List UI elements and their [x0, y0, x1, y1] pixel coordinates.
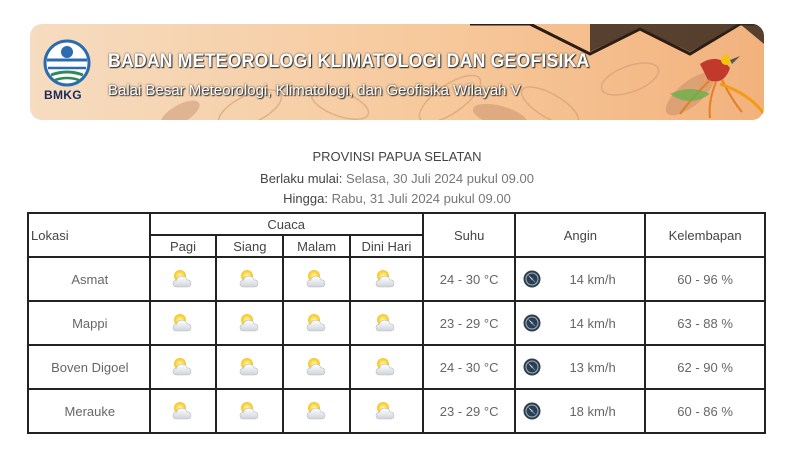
wind-speed: 18 km/h — [569, 403, 616, 419]
valid-from-value: Selasa, 30 Juli 2024 pukul 09.00 — [346, 171, 534, 186]
temperature-cell: 24 - 30 °C — [423, 257, 516, 301]
weather-cell-evening — [283, 389, 350, 433]
weather-cell-afternoon — [216, 345, 283, 389]
col-header-weather: Cuaca — [150, 213, 423, 235]
col-header-wind: Angin — [515, 213, 645, 257]
partly-cloudy-icon — [374, 311, 398, 335]
wind-speed: 13 km/h — [569, 359, 616, 375]
wind-direction-icon — [523, 402, 541, 420]
wind-direction-icon — [523, 270, 541, 288]
wind-cell — [515, 345, 645, 389]
weather-cell-night — [350, 301, 423, 345]
province-label: PROVINSI PAPUA SELATAN — [312, 149, 482, 164]
partly-cloudy-icon — [171, 311, 195, 335]
weather-cell-evening — [283, 257, 350, 301]
col-header-morning: Pagi — [150, 235, 217, 257]
weather-cell-morning — [150, 345, 217, 389]
table-row — [28, 389, 765, 433]
weather-cell-morning — [150, 257, 217, 301]
wind-direction-icon — [523, 314, 541, 332]
col-header-location: Lokasi — [28, 213, 150, 257]
location-cell: Mappi — [28, 301, 150, 345]
valid-until-value: Rabu, 31 Juli 2024 pukul 09.00 — [331, 191, 511, 206]
col-header-night: Dini Hari — [350, 235, 423, 257]
weather-cell-morning — [150, 389, 217, 433]
weather-cell-evening — [283, 301, 350, 345]
table-row — [28, 301, 765, 345]
col-header-evening: Malam — [283, 235, 350, 257]
partly-cloudy-icon — [171, 267, 195, 291]
weather-cell-evening — [283, 345, 350, 389]
valid-from — [0, 171, 794, 186]
partly-cloudy-icon — [238, 311, 262, 335]
temperature-cell: 23 - 29 °C — [423, 301, 516, 345]
partly-cloudy-icon — [305, 267, 329, 291]
partly-cloudy-icon — [374, 267, 398, 291]
valid-until-label: Hingga: — [283, 191, 328, 206]
table-row — [28, 345, 765, 389]
partly-cloudy-icon — [238, 267, 262, 291]
partly-cloudy-icon — [305, 399, 329, 423]
humidity-cell: 60 - 86 % — [645, 389, 765, 433]
header-banner — [30, 24, 764, 120]
weather-cell-morning — [150, 301, 217, 345]
wind-cell — [515, 257, 645, 301]
wind-direction-icon — [523, 358, 541, 376]
partly-cloudy-icon — [374, 355, 398, 379]
weather-cell-afternoon — [216, 257, 283, 301]
table-row — [28, 257, 765, 301]
wind-speed: 14 km/h — [569, 315, 616, 331]
weather-cell-afternoon — [216, 301, 283, 345]
province-title — [0, 149, 794, 164]
location-cell: Merauke — [28, 389, 150, 433]
col-header-afternoon: Siang — [216, 235, 283, 257]
weather-cell-afternoon — [216, 389, 283, 433]
wind-speed: 14 km/h — [569, 271, 616, 287]
page-title: BADAN METEOROLOGI KLIMATOLOGI DAN GEOFISIKA — [108, 51, 590, 72]
weather-cell-night — [350, 345, 423, 389]
partly-cloudy-icon — [171, 399, 195, 423]
partly-cloudy-icon — [305, 355, 329, 379]
logo-text: BMKG — [44, 88, 82, 102]
partly-cloudy-icon — [305, 311, 329, 335]
wind-cell — [515, 389, 645, 433]
partly-cloudy-icon — [374, 399, 398, 423]
valid-until — [0, 191, 794, 206]
weather-cell-night — [350, 389, 423, 433]
col-header-temperature: Suhu — [423, 213, 516, 257]
col-header-humidity: Kelembapan — [645, 213, 765, 257]
weather-cell-night — [350, 257, 423, 301]
valid-from-label: Berlaku mulai: — [260, 171, 343, 186]
temperature-cell: 24 - 30 °C — [423, 345, 516, 389]
humidity-cell: 63 - 88 % — [645, 301, 765, 345]
forecast-table — [27, 212, 766, 434]
partly-cloudy-icon — [238, 399, 262, 423]
partly-cloudy-icon — [238, 355, 262, 379]
wind-cell — [515, 301, 645, 345]
location-cell: Boven Digoel — [28, 345, 150, 389]
location-cell: Asmat — [28, 257, 150, 301]
temperature-cell: 23 - 29 °C — [423, 389, 516, 433]
humidity-cell: 62 - 90 % — [645, 345, 765, 389]
humidity-cell: 60 - 96 % — [645, 257, 765, 301]
page-subtitle: Balai Besar Meteorologi, Klimatologi, dan Geofisika Wilayah V — [108, 82, 521, 99]
partly-cloudy-icon — [171, 355, 195, 379]
